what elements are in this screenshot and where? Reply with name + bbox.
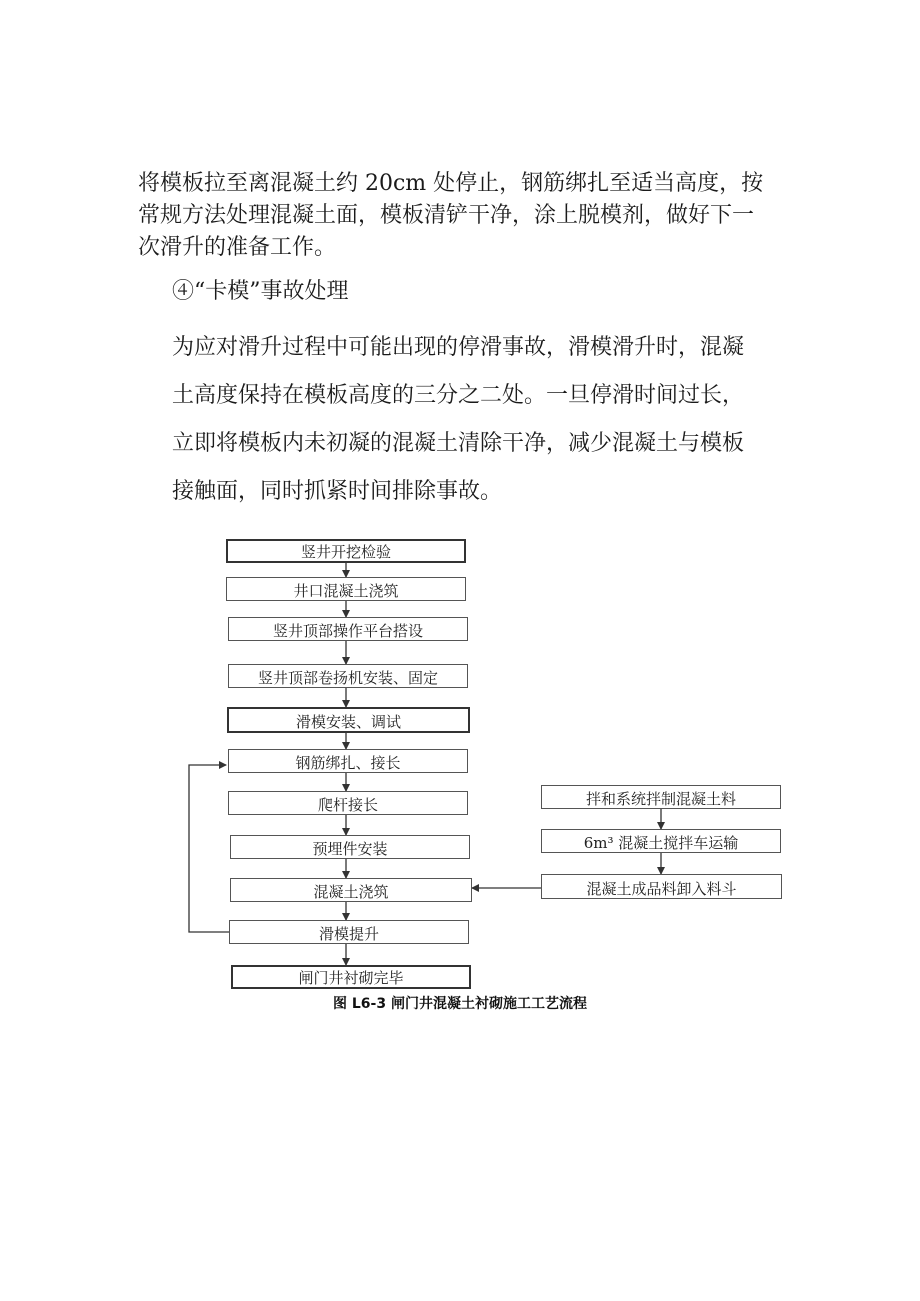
paragraph-line: 为应对滑升过程中可能出现的停滑事故，滑模滑升时，混凝: [172, 335, 745, 360]
intro-line: 次滑升的准备工作。: [138, 235, 337, 260]
figure-caption: 图 L6-3 闸门井混凝土衬砌施工工艺流程: [333, 996, 587, 1012]
section-heading: ④“卡模”事故处理: [172, 279, 349, 304]
flow-step-slipform-install: 滑模安装、调试: [227, 707, 470, 733]
paragraph-line: 接触面，同时抓紧时间排除事故。: [172, 479, 503, 504]
flow-step-slipform-lift: 滑模提升: [229, 920, 469, 944]
flow-step-rebar-binding: 钢筋绑扎、接长: [228, 749, 468, 773]
paragraph-line: 立即将模板内未初凝的混凝土清除干净，减少混凝土与模板: [172, 431, 745, 456]
intro-line: 常规方法处理混凝土面，模板清铲干净，涂上脱模剂，做好下一: [138, 203, 755, 228]
flow-step-climbing-rod: 爬杆接长: [228, 791, 468, 815]
paragraph-line: 土高度保持在模板高度的三分之二处。一旦停滑时间过长，: [172, 383, 745, 408]
flow-step-unload-to-hopper: 混凝土成品料卸入料斗: [541, 874, 782, 899]
intro-line: 将模板拉至离混凝土约 20cm 处停止，钢筋绑扎至适当高度，按: [138, 171, 764, 196]
loop-back-arrow: [189, 765, 229, 932]
flow-step-embedded-parts: 预埋件安装: [230, 835, 470, 859]
flow-step-lining-complete: 闸门井衬砌完毕: [231, 965, 471, 989]
flow-step-mixer-truck-transport: 6m³ 混凝土搅拌车运输: [541, 829, 781, 853]
flow-step-hoist-installation: 竖井顶部卷扬机安装、固定: [228, 664, 468, 688]
flow-step-concrete-pour: 混凝土浇筑: [230, 878, 472, 902]
flow-step-wellhead-concrete-pour: 井口混凝土浇筑: [226, 577, 466, 601]
flow-step-mixing-plant: 拌和系统拌制混凝土料: [541, 785, 781, 809]
flow-step-top-platform-setup: 竖井顶部操作平台搭设: [228, 617, 468, 641]
flow-step-shaft-excavation-check: 竖井开挖检验: [226, 539, 466, 563]
